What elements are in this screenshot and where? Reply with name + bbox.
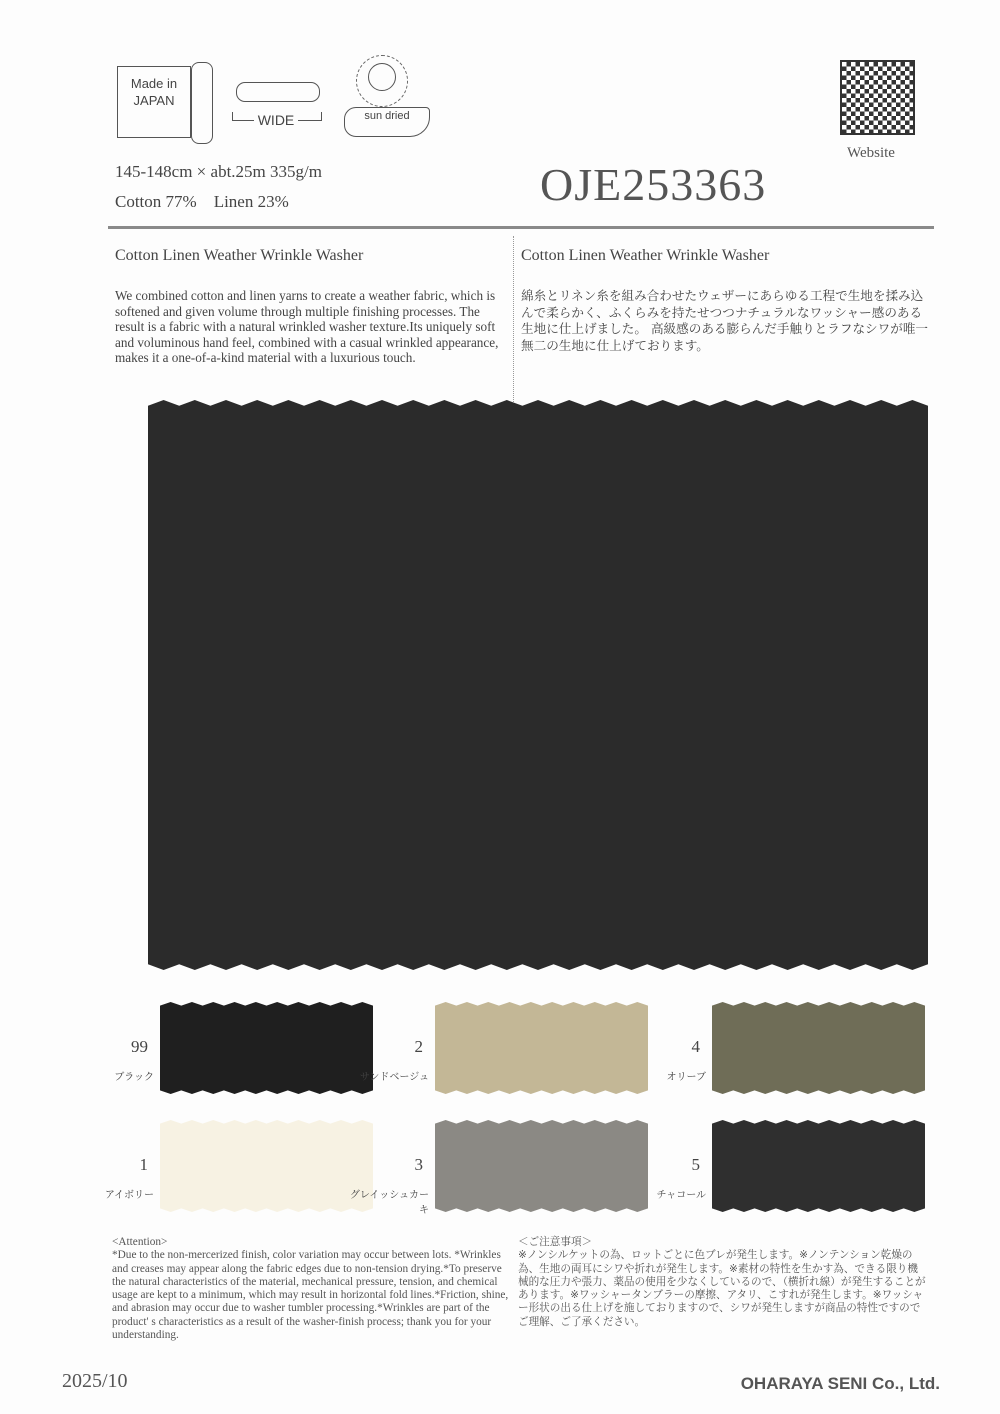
header-divider	[108, 226, 934, 229]
title-en: Cotton Linen Weather Wrinkle Washer	[115, 247, 364, 264]
attention-jp-heading: ＜ご注意事項＞	[518, 1236, 593, 1248]
main-fabric-swatch	[148, 400, 928, 970]
made-in-japan-icon: Made in JAPAN	[117, 62, 217, 142]
description-jp: 綿糸とリネン糸を組み合わせたウェザーにあらゆる工程で生地を揉み込んで柔らかく、ふくらみを持たせつつナチュラルなワッシャー感のある生地に仕上げました。 高級感のある膨らんだ手触りとラフなシワが唯一無二の生地に仕上げております。	[521, 288, 929, 353]
attention-en	[112, 1236, 512, 1342]
color-name: ブラック	[114, 1072, 154, 1083]
color-number: 2	[414, 1037, 423, 1056]
color-name: サンドベージュ	[359, 1072, 429, 1083]
color-swatch	[435, 1120, 648, 1212]
qr-code[interactable]	[840, 60, 915, 135]
color-name: チャコール	[656, 1190, 706, 1201]
color-name: アイボリー	[104, 1190, 154, 1201]
color-swatch	[160, 1002, 373, 1094]
color-number: 3	[414, 1155, 423, 1174]
sun-dried-icon: sun dried	[342, 55, 437, 135]
attention-jp-body: ※ノンシルケットの為、ロットごとに色ブレが発生します。※ノンテンション乾燥の為、生地の両耳にシワや折れが発生します。※素材の特性を生かす為、できる限り機械的な圧力や張力、薬品の使用を少なくしているので、（横折れ線）が発生することがあります。※ワッシャータンブラーの摩擦、アタリ、こすれが発生します。※ワッシャー形状の出る仕上げを施しておりますので、シワが発生しますが商品の特性ですのでご理解、ご了承ください。	[518, 1249, 926, 1328]
brand-name: OHARAYA SENI Co., Ltd.	[740, 1374, 940, 1393]
issue-date: 2025/10	[62, 1370, 128, 1392]
attention-en-body: *Due to the non-mercerized finish, color variation may occur between lots. *Wrinkles and creases may appear along the fabric edges due to non-tension drying.*To preserve the natural characteristics of the material, mechanical pressure, tension, and chemical usage are kept to a minimum, which may result in horizontal fold lines.*Friction, shine, and abrasion may occur due to washer tumbler processing.*Wrinkles are part of the product' s characteristics as a result of the washer-finish process; thank you for your understanding.	[112, 1249, 509, 1342]
color-number: 4	[691, 1037, 700, 1056]
color-swatch	[160, 1120, 373, 1212]
size-weight-spec: 145-148cm × abt.25m 335g/m	[115, 162, 322, 181]
color-swatch	[435, 1002, 648, 1094]
product-code: OJE253363	[540, 159, 767, 210]
color-number: 1	[139, 1155, 148, 1174]
wide-width-icon: WIDE	[232, 80, 324, 135]
attention-en-heading: <Attention>	[112, 1236, 168, 1248]
color-number: 99	[131, 1037, 148, 1056]
composition-spec: Cotton 77% Linen 23%	[115, 192, 289, 211]
attention-jp	[518, 1236, 928, 1329]
color-name: オリーブ	[666, 1072, 706, 1083]
title-jp: Cotton Linen Weather Wrinkle Washer	[521, 247, 770, 264]
color-name: グレイッシュカーキ	[349, 1190, 429, 1216]
color-swatch	[712, 1002, 925, 1094]
color-swatch	[712, 1120, 925, 1212]
description-en: We combined cotton and linen yarns to create a weather fabric, which is softened and given volume through multiple finishing processes. The result is a fabric with a natural wrinkled washer texture.Its uniquely soft and voluminous hand feel, combined with a casual wrinkled appearance, makes it a one-of-a-kind material with a luxurious touch.	[115, 288, 499, 366]
column-divider	[513, 236, 514, 402]
color-number: 5	[691, 1155, 700, 1174]
website-label: Website	[847, 145, 895, 161]
